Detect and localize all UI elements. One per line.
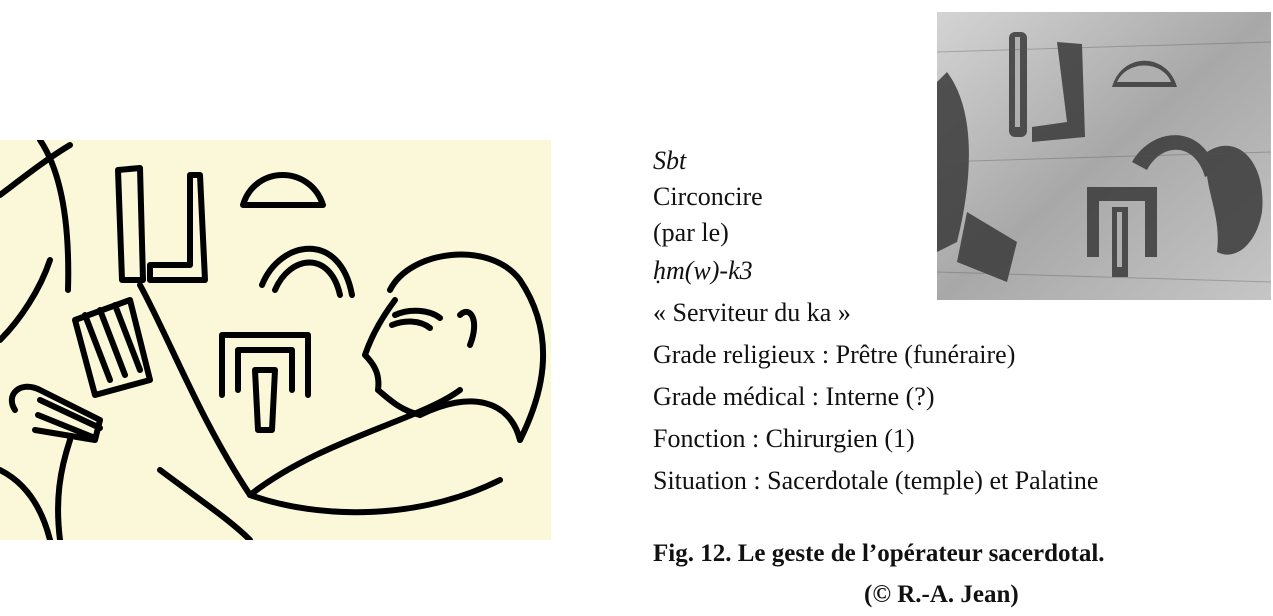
- figure-caption: Fig. 12. Le geste de l’opérateur sacerdotal.: [653, 540, 1105, 567]
- term-par-le: (par le): [653, 218, 729, 247]
- term-hmw-k3: ḥm(w)-k3: [653, 256, 753, 285]
- term-meaning: Circoncire: [653, 182, 763, 211]
- situation: Situation : Sacerdotale (temple) et Palatine: [653, 466, 1099, 495]
- description-text: [653, 148, 1253, 494]
- term-serviteur: « Serviteur du ka »: [653, 298, 851, 327]
- grade-religieux: Grade religieux : Prêtre (funéraire): [653, 340, 1016, 369]
- hieroglyph-line-drawing: [0, 140, 551, 540]
- grade-medical: Grade médical : Interne (?): [653, 382, 935, 411]
- figure-credit: (© R.-A. Jean): [864, 581, 1019, 608]
- term-sbt: Sbt: [653, 146, 687, 175]
- fonction: Fonction : Chirurgien (1): [653, 424, 915, 453]
